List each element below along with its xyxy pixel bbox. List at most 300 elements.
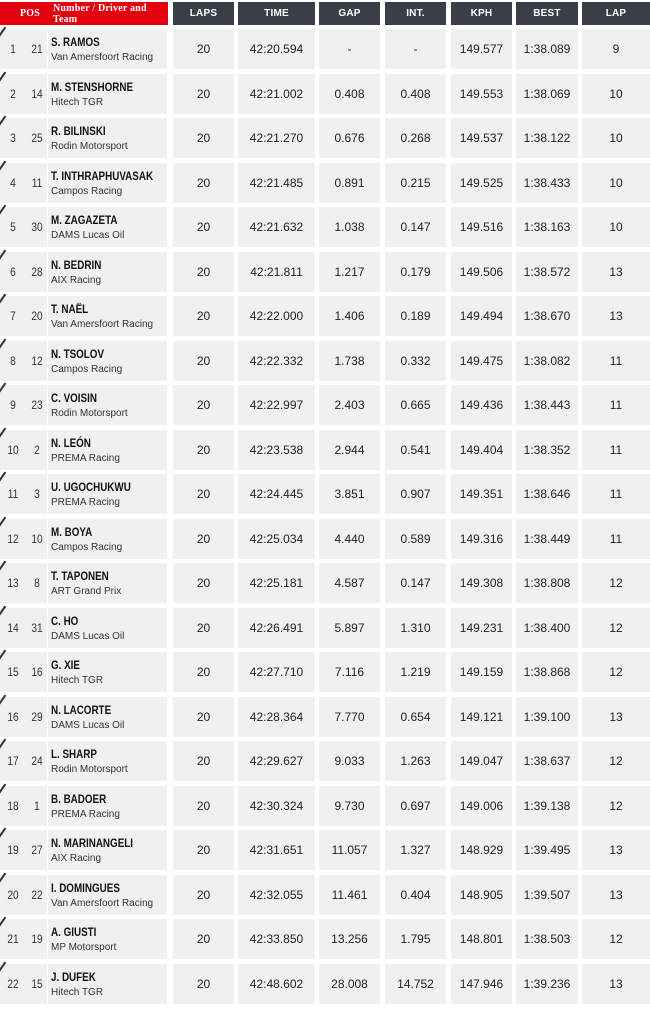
time-value: 42:32.055 (238, 875, 315, 915)
driver-team-cell (48, 118, 167, 158)
header-gap: GAP (319, 2, 380, 25)
kph-value: 149.047 (451, 741, 512, 781)
position-cell (0, 474, 47, 514)
header-kph: KPH (451, 2, 512, 25)
position-cell (0, 296, 47, 336)
laps-value: 20 (173, 830, 234, 870)
team-name: Hitech TGR (51, 675, 104, 686)
car-number: 22 (31, 887, 43, 902)
table-row[interactable] (0, 428, 650, 473)
position-cell (0, 430, 47, 470)
row-marker-icon (0, 605, 6, 616)
time-value: 42:26.491 (238, 608, 315, 648)
best-lap-number-value: 12 (582, 741, 650, 781)
row-marker-icon (0, 917, 6, 928)
position-cell (0, 919, 47, 959)
position-cell (0, 964, 47, 1004)
car-number: 29 (31, 709, 43, 724)
table-row[interactable] (0, 161, 650, 206)
team-name: DAMS Lucas Oil (51, 719, 125, 731)
team-name: Rodin Motorsport (51, 408, 128, 419)
table-row[interactable] (0, 962, 650, 1007)
laps-value: 20 (173, 118, 234, 158)
time-value: 42:21.485 (238, 163, 315, 203)
gap-value: 7.770 (319, 697, 380, 737)
driver-team-cell (48, 608, 167, 648)
team-name: PREMA Racing (51, 497, 120, 508)
team-name: DAMS Lucas Oil (51, 630, 125, 642)
table-row[interactable] (0, 917, 650, 962)
driver-name: R. BILINSKI (51, 124, 106, 138)
best-lap-number-value: 11 (582, 385, 650, 425)
position: 2 (10, 86, 16, 101)
best-lap-number-value: 12 (582, 786, 650, 826)
car-number: 15 (31, 976, 43, 991)
position-cell (0, 519, 47, 559)
interval-value: 0.697 (385, 786, 446, 826)
laps-value: 20 (173, 163, 234, 203)
car-number: 24 (31, 754, 43, 768)
laps-value: 20 (173, 563, 234, 603)
best-lap-number-value: 13 (582, 830, 650, 870)
row-marker-icon (0, 205, 6, 216)
car-number: 31 (31, 620, 43, 635)
position-cell (0, 830, 47, 870)
kph-value: 149.577 (451, 29, 512, 69)
header-best: BEST (516, 2, 578, 25)
driver-name: I. DOMINGUES (51, 880, 120, 895)
kph-value: 149.525 (451, 163, 512, 203)
header-lap: LAP (582, 2, 650, 25)
driver-name: B. BADOER (51, 791, 107, 806)
position: 1 (10, 42, 16, 56)
driver-team-cell (48, 74, 167, 114)
gap-value: 11.057 (319, 830, 380, 870)
best-lap-number-value: 12 (582, 608, 650, 648)
row-marker-icon (0, 828, 6, 839)
row-marker-icon (0, 116, 6, 127)
laps-value: 20 (173, 608, 234, 648)
position: 9 (10, 398, 16, 412)
time-value: 42:22.997 (238, 385, 315, 425)
position: 17 (7, 754, 19, 768)
best-lap-number-value: 13 (582, 296, 650, 336)
position-cell (0, 385, 47, 425)
team-name: PREMA Racing (51, 808, 120, 820)
driver-name: C. VOISIN (51, 391, 97, 405)
best-lap-time-value: 1:38.637 (516, 741, 578, 781)
kph-value: 148.929 (451, 830, 512, 870)
team-name: Hitech TGR (51, 986, 104, 998)
gap-value: 3.851 (319, 474, 380, 514)
time-value: 42:21.002 (238, 74, 315, 114)
driver-team-cell (48, 964, 167, 1004)
laps-value: 20 (173, 474, 234, 514)
position: 14 (7, 620, 19, 635)
team-name: ART Grand Prix (51, 586, 122, 597)
team-name: Hitech TGR (51, 96, 104, 108)
best-lap-number-value: 11 (582, 430, 650, 470)
car-number: 12 (31, 353, 43, 368)
driver-team-cell (48, 29, 167, 69)
table-row[interactable] (0, 472, 650, 517)
best-lap-number-value: 13 (582, 697, 650, 737)
driver-team-cell (48, 430, 167, 470)
row-marker-icon (0, 383, 6, 394)
time-value: 42:27.710 (238, 652, 315, 692)
driver-name: J. DUFEK (51, 969, 96, 984)
best-lap-time-value: 1:39.507 (516, 875, 578, 915)
best-lap-time-value: 1:39.236 (516, 964, 578, 1004)
driver-name: N. LACORTE (51, 702, 112, 717)
interval-value: 0.215 (385, 163, 446, 203)
table-row[interactable] (0, 205, 650, 250)
kph-value: 149.404 (451, 430, 512, 470)
driver-name: S. RAMOS (51, 35, 100, 49)
position-cell (0, 29, 47, 69)
driver-name: T. INTHRAPHUVASAK (51, 168, 154, 183)
row-marker-icon (0, 783, 6, 794)
best-lap-time-value: 1:38.122 (516, 118, 578, 158)
position: 3 (10, 131, 16, 145)
interval-value: 1.310 (385, 608, 446, 648)
kph-value: 149.506 (451, 252, 512, 292)
kph-value: 149.351 (451, 474, 512, 514)
laps-value: 20 (173, 919, 234, 959)
laps-value: 20 (173, 430, 234, 470)
driver-team-cell (48, 519, 167, 559)
driver-team-cell (48, 207, 167, 247)
team-name: MP Motorsport (51, 942, 117, 953)
gap-value: 0.676 (319, 118, 380, 158)
team-name: PREMA Racing (51, 452, 120, 464)
team-name: Rodin Motorsport (51, 764, 128, 775)
table-row[interactable] (0, 517, 650, 562)
car-number: 28 (31, 264, 43, 279)
interval-value: 1.327 (385, 830, 446, 870)
position: 20 (7, 887, 19, 902)
kph-value: 148.801 (451, 919, 512, 959)
gap-value: 1.217 (319, 252, 380, 292)
gap-value: 1.738 (319, 341, 380, 381)
row-marker-icon (0, 27, 6, 38)
laps-value: 20 (173, 385, 234, 425)
interval-value: - (385, 29, 446, 69)
interval-value: 0.654 (385, 697, 446, 737)
time-value: 42:29.627 (238, 741, 315, 781)
driver-name: M. BOYA (51, 524, 93, 539)
best-lap-time-value: 1:38.352 (516, 430, 578, 470)
gap-value: 2.403 (319, 385, 380, 425)
laps-value: 20 (173, 697, 234, 737)
gap-value: 0.408 (319, 74, 380, 114)
time-value: 42:30.324 (238, 786, 315, 826)
gap-value: 5.897 (319, 608, 380, 648)
driver-team-cell (48, 296, 167, 336)
interval-value: 0.332 (385, 341, 446, 381)
laps-value: 20 (173, 786, 234, 826)
time-value: 42:22.332 (238, 341, 315, 381)
driver-name: U. UGOCHUKWU (51, 480, 131, 494)
driver-team-cell (48, 875, 167, 915)
position-cell (0, 608, 47, 648)
gap-value: 4.587 (319, 563, 380, 603)
header-number-driver-team: Number / Driver and Team (53, 2, 147, 25)
time-value: 42:21.632 (238, 207, 315, 247)
best-lap-time-value: 1:39.495 (516, 830, 578, 870)
kph-value: 149.121 (451, 697, 512, 737)
header-time: TIME (238, 2, 315, 25)
time-value: 42:33.850 (238, 919, 315, 959)
driver-name: T. NAËL (51, 302, 89, 316)
gap-value: 0.891 (319, 163, 380, 203)
team-name: Van Amersfoort Racing (51, 319, 154, 330)
row-marker-icon (0, 249, 6, 260)
driver-team-cell (48, 474, 167, 514)
laps-value: 20 (173, 207, 234, 247)
best-lap-number-value: 13 (582, 252, 650, 292)
car-number: 10 (31, 531, 43, 546)
position-cell (0, 252, 47, 292)
driver-team-cell (48, 385, 167, 425)
team-name: Campos Racing (51, 541, 123, 553)
team-name: Rodin Motorsport (51, 141, 128, 152)
row-marker-icon (0, 650, 6, 661)
kph-value: 149.516 (451, 207, 512, 247)
gap-value: 1.038 (319, 207, 380, 247)
car-number: 25 (31, 131, 43, 145)
row-marker-icon (0, 472, 6, 483)
kph-value: 149.494 (451, 296, 512, 336)
table-row[interactable] (0, 561, 650, 606)
position: 7 (10, 309, 16, 323)
best-lap-number-value: 11 (582, 519, 650, 559)
team-name: Campos Racing (51, 185, 123, 197)
driver-team-cell (48, 252, 167, 292)
position-cell (0, 652, 47, 692)
driver-team-cell (48, 563, 167, 603)
position: 10 (7, 442, 19, 457)
best-lap-time-value: 1:39.138 (516, 786, 578, 826)
interval-value: 1.219 (385, 652, 446, 692)
row-marker-icon (0, 694, 6, 705)
driver-team-cell (48, 786, 167, 826)
best-lap-time-value: 1:38.868 (516, 652, 578, 692)
gap-value: 13.256 (319, 919, 380, 959)
position-cell (0, 341, 47, 381)
best-lap-time-value: 1:39.100 (516, 697, 578, 737)
interval-value: 1.263 (385, 741, 446, 781)
table-row[interactable] (0, 873, 650, 918)
car-number: 16 (31, 665, 43, 679)
time-value: 42:25.034 (238, 519, 315, 559)
interval-value: 0.404 (385, 875, 446, 915)
row-marker-icon (0, 160, 6, 171)
best-lap-number-value: 10 (582, 163, 650, 203)
table-row[interactable] (0, 828, 650, 873)
laps-value: 20 (173, 741, 234, 781)
best-lap-time-value: 1:38.082 (516, 341, 578, 381)
row-marker-icon (0, 338, 6, 349)
best-lap-number-value: 12 (582, 919, 650, 959)
interval-value: 0.189 (385, 296, 446, 336)
time-value: 42:23.538 (238, 430, 315, 470)
interval-value: 0.589 (385, 519, 446, 559)
table-row[interactable] (0, 339, 650, 384)
table-row[interactable] (0, 383, 650, 428)
row-marker-icon (0, 961, 6, 972)
table-row[interactable] (0, 784, 650, 829)
position: 16 (7, 709, 19, 724)
interval-value: 14.752 (385, 964, 446, 1004)
position: 12 (7, 531, 19, 546)
interval-value: 0.665 (385, 385, 446, 425)
best-lap-number-value: 13 (582, 964, 650, 1004)
row-marker-icon (0, 872, 6, 883)
position: 13 (7, 576, 19, 590)
kph-value: 149.231 (451, 608, 512, 648)
position-cell (0, 207, 47, 247)
position: 22 (7, 976, 19, 991)
table-row[interactable] (0, 294, 650, 339)
interval-value: 0.907 (385, 474, 446, 514)
gap-value: 28.008 (319, 964, 380, 1004)
best-lap-number-value: 9 (582, 29, 650, 69)
table-row[interactable] (0, 695, 650, 740)
driver-team-cell (48, 341, 167, 381)
kph-value: 149.159 (451, 652, 512, 692)
best-lap-time-value: 1:38.572 (516, 252, 578, 292)
position: 6 (10, 264, 16, 279)
position-cell (0, 741, 47, 781)
header-pos-driver (0, 2, 168, 25)
interval-value: 1.795 (385, 919, 446, 959)
gap-value: 2.944 (319, 430, 380, 470)
position-cell (0, 74, 47, 114)
header-int: INT. (385, 2, 446, 25)
table-row[interactable] (0, 250, 650, 295)
position: 19 (7, 843, 19, 857)
kph-value: 149.537 (451, 118, 512, 158)
best-lap-number-value: 11 (582, 341, 650, 381)
driver-name: N. TSOLOV (51, 346, 105, 361)
best-lap-time-value: 1:38.433 (516, 163, 578, 203)
position: 11 (7, 487, 19, 501)
interval-value: 0.147 (385, 563, 446, 603)
team-name: Van Amersfoort Racing (51, 897, 154, 909)
laps-value: 20 (173, 652, 234, 692)
car-number: 20 (31, 309, 43, 323)
best-lap-number-value: 13 (582, 875, 650, 915)
kph-value: 149.316 (451, 519, 512, 559)
car-number: 27 (31, 843, 43, 857)
driver-name: C. HO (51, 613, 79, 628)
time-value: 42:28.364 (238, 697, 315, 737)
position: 8 (10, 353, 16, 368)
table-row[interactable] (0, 606, 650, 651)
best-lap-time-value: 1:38.069 (516, 74, 578, 114)
table-row[interactable] (0, 739, 650, 784)
interval-value: 0.268 (385, 118, 446, 158)
car-number: 3 (34, 487, 40, 501)
driver-name: M. ZAGAZETA (51, 213, 118, 227)
kph-value: 149.475 (451, 341, 512, 381)
table-body (0, 27, 650, 1006)
gap-value: - (319, 29, 380, 69)
best-lap-number-value: 10 (582, 118, 650, 158)
position-cell (0, 118, 47, 158)
gap-value: 11.461 (319, 875, 380, 915)
driver-team-cell (48, 652, 167, 692)
team-name: Van Amersfoort Racing (51, 52, 154, 63)
best-lap-time-value: 1:38.400 (516, 608, 578, 648)
header-laps: LAPS (173, 2, 234, 25)
best-lap-number-value: 11 (582, 474, 650, 514)
car-number: 1 (34, 798, 40, 813)
best-lap-number-value: 12 (582, 652, 650, 692)
kph-value: 149.553 (451, 74, 512, 114)
best-lap-number-value: 10 (582, 74, 650, 114)
car-number: 21 (31, 42, 43, 56)
time-value: 42:25.181 (238, 563, 315, 603)
laps-value: 20 (173, 74, 234, 114)
row-marker-icon (0, 516, 6, 527)
driver-team-cell (48, 919, 167, 959)
best-lap-time-value: 1:38.670 (516, 296, 578, 336)
driver-name: N. BEDRIN (51, 257, 102, 272)
time-value: 42:31.651 (238, 830, 315, 870)
car-number: 11 (31, 175, 43, 190)
team-name: Campos Racing (51, 363, 123, 375)
time-value: 42:20.594 (238, 29, 315, 69)
driver-name: A. GIUSTI (51, 925, 97, 939)
interval-value: 0.408 (385, 74, 446, 114)
position: 4 (10, 175, 16, 190)
driver-name: N. LEÓN (51, 435, 91, 450)
position: 18 (7, 798, 19, 813)
gap-value: 4.440 (319, 519, 380, 559)
interval-value: 0.147 (385, 207, 446, 247)
driver-name: N. MARINANGELI (51, 836, 133, 850)
time-value: 42:21.811 (238, 252, 315, 292)
kph-value: 147.946 (451, 964, 512, 1004)
best-lap-time-value: 1:38.443 (516, 385, 578, 425)
car-number: 2 (34, 442, 40, 457)
kph-value: 149.308 (451, 563, 512, 603)
position-cell (0, 697, 47, 737)
interval-value: 0.179 (385, 252, 446, 292)
header-pos: POS (20, 8, 41, 19)
table-row[interactable] (0, 650, 650, 695)
position-cell (0, 163, 47, 203)
table-row[interactable] (0, 27, 650, 72)
best-lap-time-value: 1:38.503 (516, 919, 578, 959)
table-row[interactable] (0, 72, 650, 117)
car-number: 30 (31, 220, 43, 234)
driver-name: M. STENSHORNE (51, 79, 134, 94)
table-header (0, 0, 650, 27)
time-value: 42:24.445 (238, 474, 315, 514)
row-marker-icon (0, 427, 6, 438)
driver-name: T. TAPONEN (51, 569, 109, 583)
team-name: DAMS Lucas Oil (51, 230, 125, 241)
driver-team-cell (48, 697, 167, 737)
position-cell (0, 875, 47, 915)
kph-value: 149.006 (451, 786, 512, 826)
table-row[interactable] (0, 116, 650, 161)
driver-name: L. SHARP (51, 747, 97, 761)
car-number: 8 (34, 576, 40, 590)
